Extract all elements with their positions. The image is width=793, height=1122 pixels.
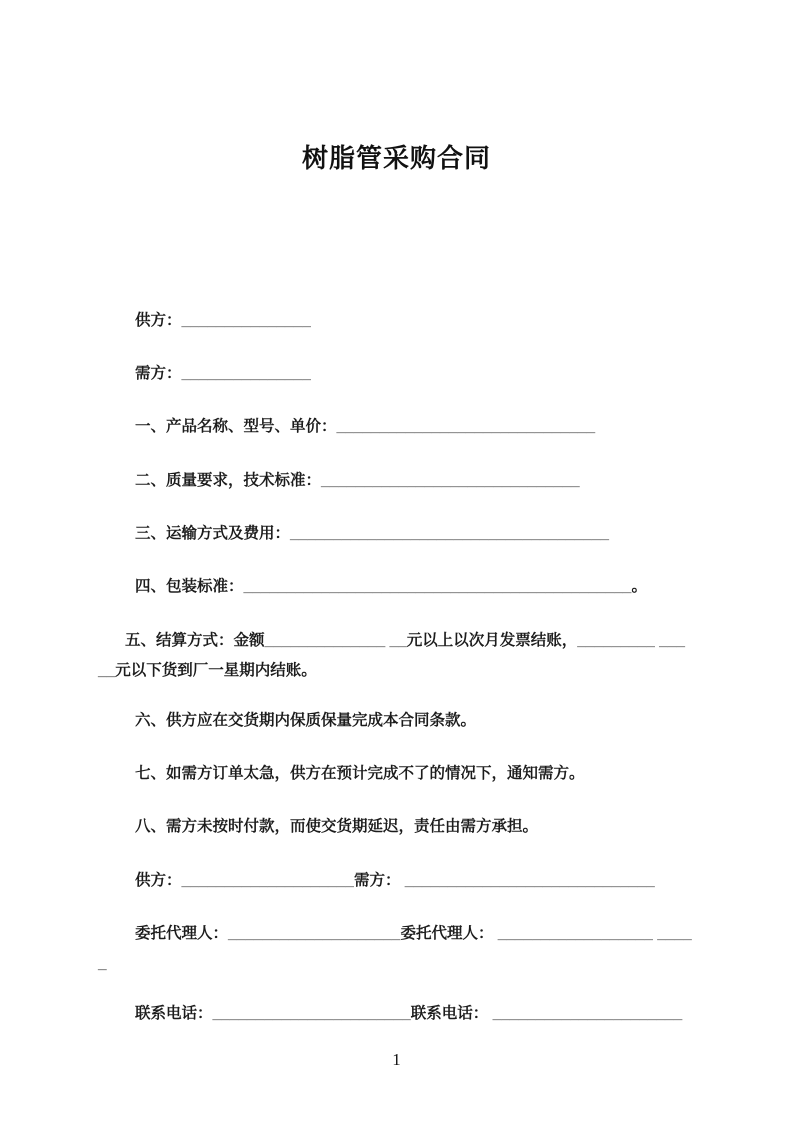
signature-buyer-blank: _____________________________ (400, 871, 655, 889)
signature-buyer-label: 需方： (353, 871, 401, 889)
clause-4-suffix: 。 (631, 577, 647, 595)
clause-5-line2: __元以下货到厂一星期内结账。 (98, 661, 317, 679)
clause-7: 七、如需方订单太急，供方在预计完成不了的情况下，通知需方。 (135, 764, 585, 782)
clause-5-seg1: 五、结算方式：金额 (125, 631, 265, 649)
clause-1-label: 一、产品名称、型号、单价： (135, 417, 337, 435)
clause-5-seg2: 元以上以次月发票结账， (406, 631, 578, 649)
signature-supplier-label: 供方： (135, 871, 182, 889)
phone-supplier-blank: _______________________ (212, 1004, 411, 1022)
clause-3-label: 三、运输方式及费用： (135, 524, 291, 542)
clause-2-blank: ______________________________ (321, 471, 580, 489)
signature-row-agents-wrap: _ (98, 954, 107, 972)
clause-3 (135, 523, 733, 545)
signature-row-agents (135, 923, 733, 945)
page-title: 树脂管采购合同 (301, 143, 491, 173)
clause-2-label: 二、质量要求，技术标准： (135, 471, 322, 489)
agent-buyer-blank: __________________ ____ (493, 924, 692, 942)
agent-buyer-label: 委托代理人： (400, 924, 494, 942)
clause-6: 六、供方应在交货期内保质保量完成本合同条款。 (135, 711, 477, 729)
clause-4-label: 四、包装标准： (135, 577, 244, 595)
clause-2 (135, 470, 733, 492)
clause-8: 八、需方未按时付款，而使交货期延迟，责任由需方承担。 (135, 817, 539, 835)
field-buyer-blank: _______________ (181, 364, 311, 382)
page-number: 1 (392, 1050, 401, 1069)
field-buyer-label: 需方： (135, 364, 182, 382)
field-buyer (135, 363, 733, 385)
clause-5-line1 (125, 630, 733, 652)
field-supplier-blank: _______________ (181, 311, 311, 329)
agent-supplier-blank: ____________________ (228, 924, 401, 942)
field-supplier-label: 供方： (135, 311, 182, 329)
clause-4-blank: _____________________________________________ (243, 577, 632, 595)
signature-row-phones (135, 1003, 733, 1025)
signature-row-parties (135, 870, 733, 892)
clause-4 (135, 576, 733, 598)
field-supplier (135, 310, 733, 332)
clause-1-blank: ______________________________ (336, 417, 596, 435)
agent-supplier-label: 委托代理人： (135, 924, 229, 942)
signature-supplier-blank: ____________________ (181, 871, 354, 889)
clause-5-blank1: ______________ __ (264, 631, 407, 649)
phone-buyer-label: 联系电话： (410, 1004, 489, 1022)
clause-5-blank2: _________ ___ (577, 631, 686, 649)
clause-3-blank: _____________________________________ (290, 524, 609, 542)
phone-supplier-label: 联系电话： (135, 1004, 213, 1022)
phone-buyer-blank: ______________________ (488, 1004, 683, 1022)
clause-1 (135, 416, 733, 438)
